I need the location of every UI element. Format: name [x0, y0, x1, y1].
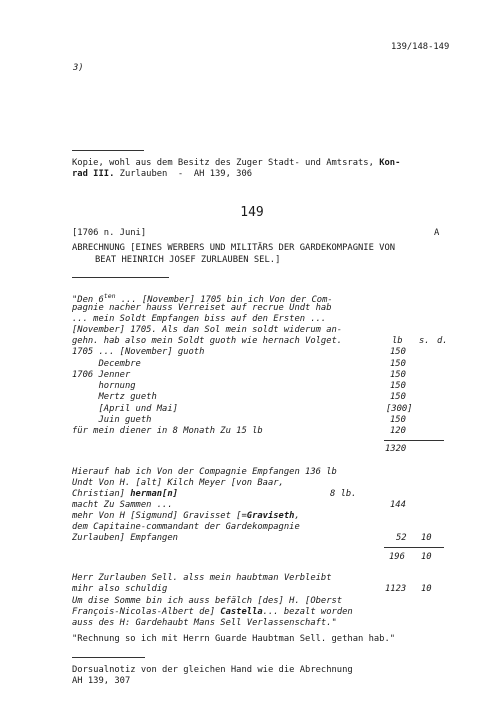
- final-line5: auss des H: Gardehaubt Mans Sell Verlassenschaft.": [72, 618, 337, 628]
- month-row-label: hornung: [72, 381, 136, 391]
- heading-rule: [72, 277, 169, 278]
- intro-line1: "Den $6^{ten}$ ... [November] 1705 bin ich Von der Com-: [72, 292, 333, 305]
- sum-rule-2: [384, 547, 444, 548]
- footnote-marker: 3): [73, 63, 84, 73]
- subtotal-1: 1320: [385, 444, 407, 454]
- received-amount-1: 8 lb.: [330, 489, 357, 499]
- received-amount-2: 144: [390, 500, 406, 510]
- final-line3: Um dise Somme bin ich auss befälch [des] H. [Oberst: [72, 596, 343, 606]
- column-header-d: d.: [437, 336, 448, 346]
- version-letter: A: [434, 228, 440, 238]
- footnote-rule: [72, 150, 144, 151]
- dorsal-note-line1: Dorsualnotiz von der gleichen Hand wie die Abrechnung: [72, 665, 353, 675]
- month-row-amount: 150: [390, 370, 406, 380]
- final-line2: mihr also schuldig: [72, 584, 168, 594]
- provenance-note-line2: rad III. Zurlauben - AH 139, 306: [72, 169, 253, 179]
- received-line5: mehr Von H [Sigmund] Gravisset [=Graviseth,: [72, 511, 300, 521]
- page-reference: 139/148-149: [391, 42, 450, 52]
- month-row-label: [April und Mai]: [72, 404, 178, 414]
- heading-line2: BEAT HEINRICH JOSEF ZURLAUBEN SEL.]: [95, 255, 281, 265]
- balance-lb: 1123: [385, 584, 407, 594]
- closing-title: "Rechnung so ich mit Herrn Guarde Haubtman Sell. gethan hab.": [72, 634, 396, 644]
- month-row-label: für mein diener in 8 Monath Zu 15 lb: [72, 426, 263, 436]
- received-line2: Undt Von H. [alt] Kilch Meyer [von Baar,: [72, 478, 284, 488]
- intro-line2: pagnie nacher hauss Verreiset auf recrue Undt hab: [72, 303, 332, 313]
- sum-rule-1: [384, 440, 444, 441]
- month-row-amount: [300]: [386, 404, 413, 414]
- month-row-amount: 120: [390, 426, 406, 436]
- received-line3: Christian] herman[n]: [72, 489, 178, 499]
- final-line1: Herr Zurlauben Sell. alss mein haubtman Verbleibt: [72, 573, 332, 583]
- month-row-amount: 150: [390, 359, 406, 369]
- month-row-label: 1706 Jenner: [72, 370, 131, 380]
- date-line: [1706 n. Juni]: [72, 228, 147, 238]
- heading-line1: ABRECHNUNG [EINES WERBERS UND MILITÄRS DER GARDEKOMPAGNIE VON: [72, 243, 396, 253]
- month-row-label: Juin gueth: [72, 415, 152, 425]
- dorsal-note-line2: AH 139, 307: [72, 676, 131, 686]
- received-line7: Zurlauben] Empfangen: [72, 533, 178, 543]
- dorsal-rule: [72, 657, 145, 658]
- received-line1: Hierauf hab ich Von der Compagnie Empfangen 136 lb: [72, 467, 337, 477]
- provenance-note-line1: Kopie, wohl aus dem Besitz des Zuger Stadt- und Amtsrats, Kon-: [72, 158, 401, 168]
- column-header-s: s.: [419, 336, 430, 346]
- month-row-label: 1705 ... [November] guoth: [72, 347, 205, 357]
- balance-s: 10: [421, 584, 432, 594]
- intro-line4: [November] 1705. Als dan Sol mein soldt widerum an-: [72, 325, 343, 335]
- intro-line3: ... mein Soldt Empfangen biss auf den Ersten ...: [72, 314, 327, 324]
- column-header-lb: lb: [392, 336, 403, 346]
- received-line6: dem Capitaine-commandant der Gardekompagnie: [72, 522, 300, 532]
- month-row-amount: 150: [390, 347, 406, 357]
- received-amount-3-lb: 52: [396, 533, 407, 543]
- month-row-amount: 150: [390, 415, 406, 425]
- received-line4: macht Zu Sammen ...: [72, 500, 173, 510]
- month-row-label: Decembre: [72, 359, 141, 369]
- month-row-amount: 150: [390, 381, 406, 391]
- document-number: 149: [240, 205, 264, 220]
- received-amount-3-s: 10: [421, 533, 432, 543]
- subtotal-2-lb: 196: [389, 552, 405, 562]
- subtotal-2-s: 10: [421, 552, 432, 562]
- intro-line5: gehn. hab also mein Soldt guoth wie hernach Volget.: [72, 336, 343, 346]
- month-row-label: Mertz gueth: [72, 392, 157, 402]
- final-line4: François-Nicolas-Albert de] Castella... bezalt worden: [72, 607, 353, 617]
- month-row-amount: 150: [390, 392, 406, 402]
